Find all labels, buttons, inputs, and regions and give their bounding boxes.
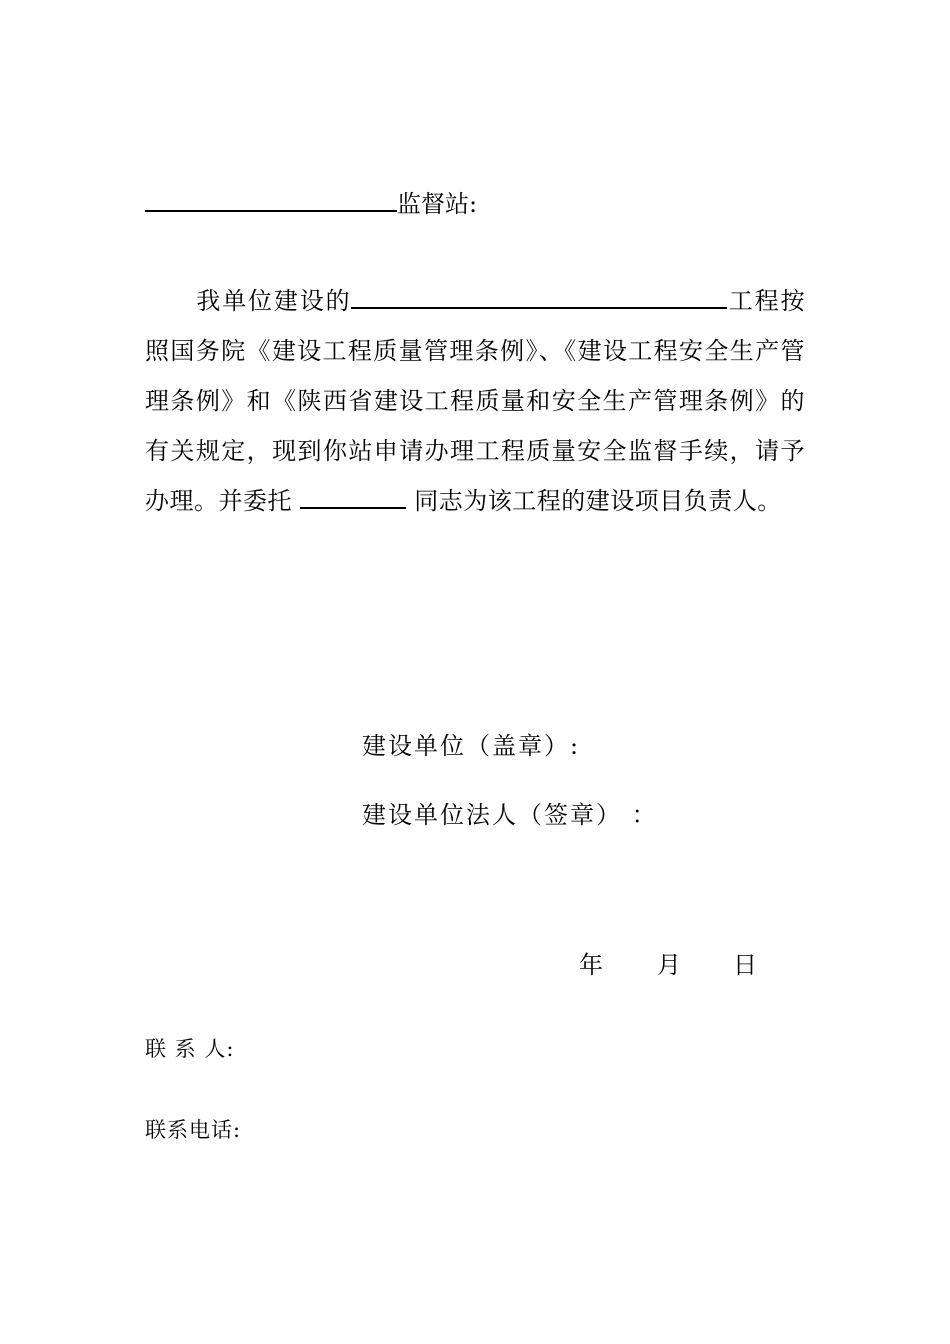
date-day: 日: [733, 951, 757, 979]
delegate-name-blank[interactable]: [300, 485, 406, 509]
legal-person-label: 建设单位法人（签章） ：: [362, 801, 658, 829]
project-name-blank[interactable]: [351, 285, 727, 309]
body-text-3: 同志为该工程的建设项目负责人。: [406, 487, 782, 515]
date-month: 月: [657, 951, 681, 979]
body-text-1: 我单位建设的: [195, 287, 352, 315]
body-paragraph: [145, 276, 805, 526]
date-year: 年: [579, 951, 603, 979]
addressee-suffix: 监督站:: [397, 190, 478, 218]
contact-phone-label: 联系电话:: [145, 1118, 242, 1142]
body-text-2: 工程按照国务院《建设工程质量管理条例》、《建设工程安全生产管理条例》和《陕西省建设工程质量和安全生产管理条例》的有关规定，现到你站申请办理工程质量安全监督手续，请予办理。并委托: [145, 287, 806, 515]
addressee-line: [145, 188, 477, 219]
contact-person-label: 联 系 人:: [145, 1037, 235, 1061]
unit-seal-label: 建设单位（盖章）:: [362, 732, 581, 760]
addressee-blank[interactable]: [145, 188, 397, 212]
